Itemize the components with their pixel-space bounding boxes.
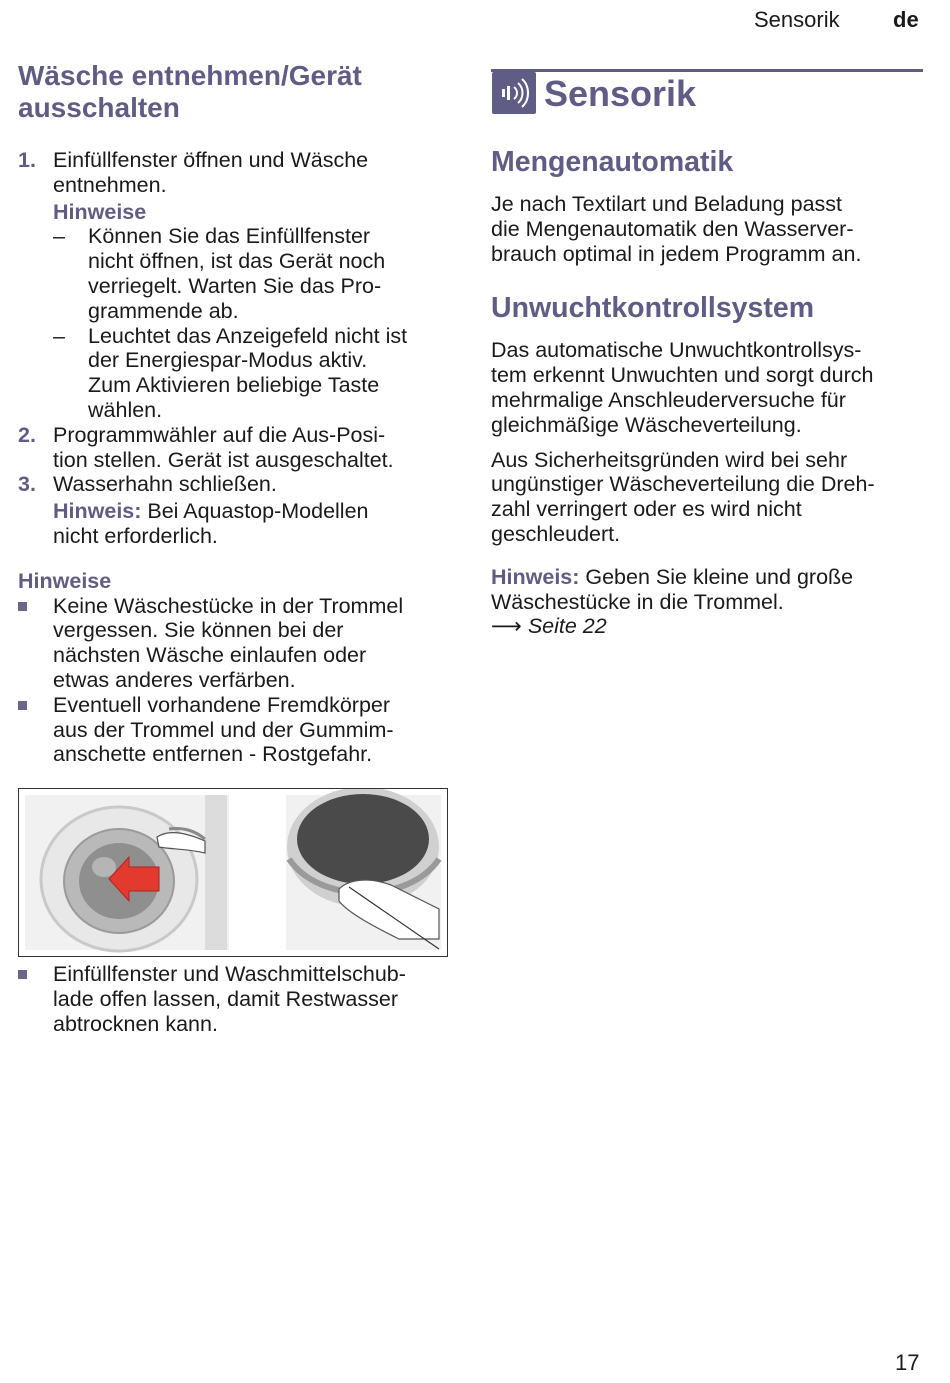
square-bullet-icon — [18, 701, 27, 710]
step-text: Programmwähler auf die Aus-Posi- — [53, 422, 386, 447]
bullet-text: anschette entfernen - Rostgefahr. — [53, 742, 373, 767]
step-text: entnehmen. — [53, 172, 167, 197]
page-reference-text: Seite 22 — [527, 614, 607, 639]
after-figure-list — [18, 962, 450, 1036]
bullet-text: abtrocknen kann. — [53, 1011, 218, 1036]
step-number: 1. — [18, 148, 36, 172]
bullet-text: vergessen. Sie können bei der — [53, 618, 344, 643]
square-bullet-icon — [18, 970, 27, 979]
paragraph-line: Aus Sicherheitsgründen wird bei sehr — [491, 447, 848, 472]
washing-machine-illustration — [18, 788, 448, 957]
heading-line-1: Wäsche entnehmen/Gerät — [18, 60, 362, 91]
note-text: der Energiespar-Modus aktiv. — [88, 348, 368, 373]
dash-marker: – — [53, 323, 65, 348]
bullet-text: nächsten Wäsche einlaufen oder — [53, 643, 367, 668]
note-text: nicht erforderlich. — [53, 523, 218, 548]
running-header-section: Sensorik — [754, 7, 840, 32]
note-text: Können Sie das Einfüllfenster — [88, 224, 371, 249]
notes-label: Hinweise — [53, 199, 147, 224]
door-hinge-strip — [205, 795, 227, 950]
bullet-text: lade offen lassen, damit Restwasser — [53, 986, 398, 1011]
note-text: Leuchtet das Anzeigefeld nicht ist — [88, 323, 408, 348]
page-number: 17 — [895, 1350, 920, 1375]
paragraph-line: tem erkennt Unwuchten und sorgt durch — [491, 363, 874, 388]
drum-dark — [297, 794, 429, 884]
hinweise-heading: Hinweise — [18, 568, 112, 593]
sensor-waves-icon — [492, 72, 536, 114]
left-column — [18, 60, 450, 767]
step-1 — [18, 148, 450, 423]
step-3 — [18, 472, 450, 548]
note-block — [491, 565, 923, 639]
drum-highlight — [92, 857, 116, 877]
right-column — [491, 146, 923, 639]
page-reference-link[interactable] — [491, 614, 923, 639]
note-text: nicht öffnen, ist das Gerät noch — [88, 249, 386, 274]
note-text: Bei Aquastop-Modellen — [141, 499, 369, 524]
note-label: Hinweis: — [491, 564, 580, 589]
note-label: Hinweis: — [53, 499, 142, 524]
dash-marker: – — [53, 224, 65, 249]
step-number: 2. — [18, 422, 36, 447]
paragraph-line: Das automatische Unwuchtkontrollsys- — [491, 338, 862, 363]
note-text: Geben Sie kleine und große — [579, 564, 854, 589]
door-open-illustration — [19, 789, 446, 955]
paragraph-line: gleichmäßige Wäscheverteilung. — [491, 412, 802, 437]
bullet-item — [18, 693, 450, 767]
heading-line-2: ausschalten — [18, 92, 180, 123]
step-2 — [18, 423, 450, 473]
paragraph-line: mehrmalige Anschleuderversuche für — [491, 387, 846, 412]
paragraph-line: geschleudert. — [491, 521, 621, 546]
bullet-text: Eventuell vorhandene Fremdkörper — [53, 692, 391, 717]
paragraph — [491, 448, 923, 547]
section-heading — [18, 60, 450, 124]
note-text: Zum Aktivieren beliebige Taste — [88, 373, 380, 398]
square-bullet-icon — [18, 602, 27, 611]
paragraph-line: ungünstiger Wäscheverteilung die Dreh- — [491, 472, 875, 497]
note-text: grammende ab. — [88, 298, 239, 323]
step-number: 3. — [18, 472, 36, 497]
step-text: Wasserhahn schließen. — [53, 472, 277, 497]
paragraph-line: die Mengenautomatik den Wasserver- — [491, 216, 854, 241]
chapter-title: Sensorik — [544, 73, 697, 114]
note-text: verriegelt. Warten Sie das Pro- — [88, 273, 382, 298]
step-text: tion stellen. Gerät ist ausgeschaltet. — [53, 447, 394, 472]
paragraph — [491, 338, 923, 437]
paragraph-line: Je nach Textilart und Beladung passt — [491, 192, 843, 216]
section-rule — [491, 69, 923, 72]
step-text: Einfüllfenster öffnen und Wäsche — [53, 148, 369, 172]
note-text: Wäschestücke in die Trommel. — [491, 589, 784, 614]
step-note — [53, 499, 450, 524]
subsection-heading-unwucht: Unwuchtkontrollsystem — [491, 292, 815, 325]
paragraph-line: zahl verringert oder es wird nicht — [491, 497, 802, 522]
subsection-heading-mengenautomatik: Mengenautomatik — [491, 146, 734, 178]
bullet-text: etwas anderes verfärben. — [53, 667, 296, 692]
paragraph — [491, 192, 923, 266]
running-header-language: de — [893, 7, 919, 32]
bullet-text: Keine Wäschestücke in der Trommel — [53, 593, 404, 618]
bullet-item — [18, 962, 450, 1036]
bullet-text: aus der Trommel und der Gummim- — [53, 717, 394, 742]
note-item — [18, 324, 450, 423]
note-text: wählen. — [88, 397, 163, 422]
paragraph-line: brauch optimal in jedem Programm an. — [491, 241, 862, 266]
arrow-right-icon: ⟶ — [491, 614, 522, 639]
bullet-text: Einfüllfenster und Waschmittelschub- — [53, 962, 406, 986]
note-item — [18, 224, 450, 323]
bullet-item — [18, 594, 450, 693]
